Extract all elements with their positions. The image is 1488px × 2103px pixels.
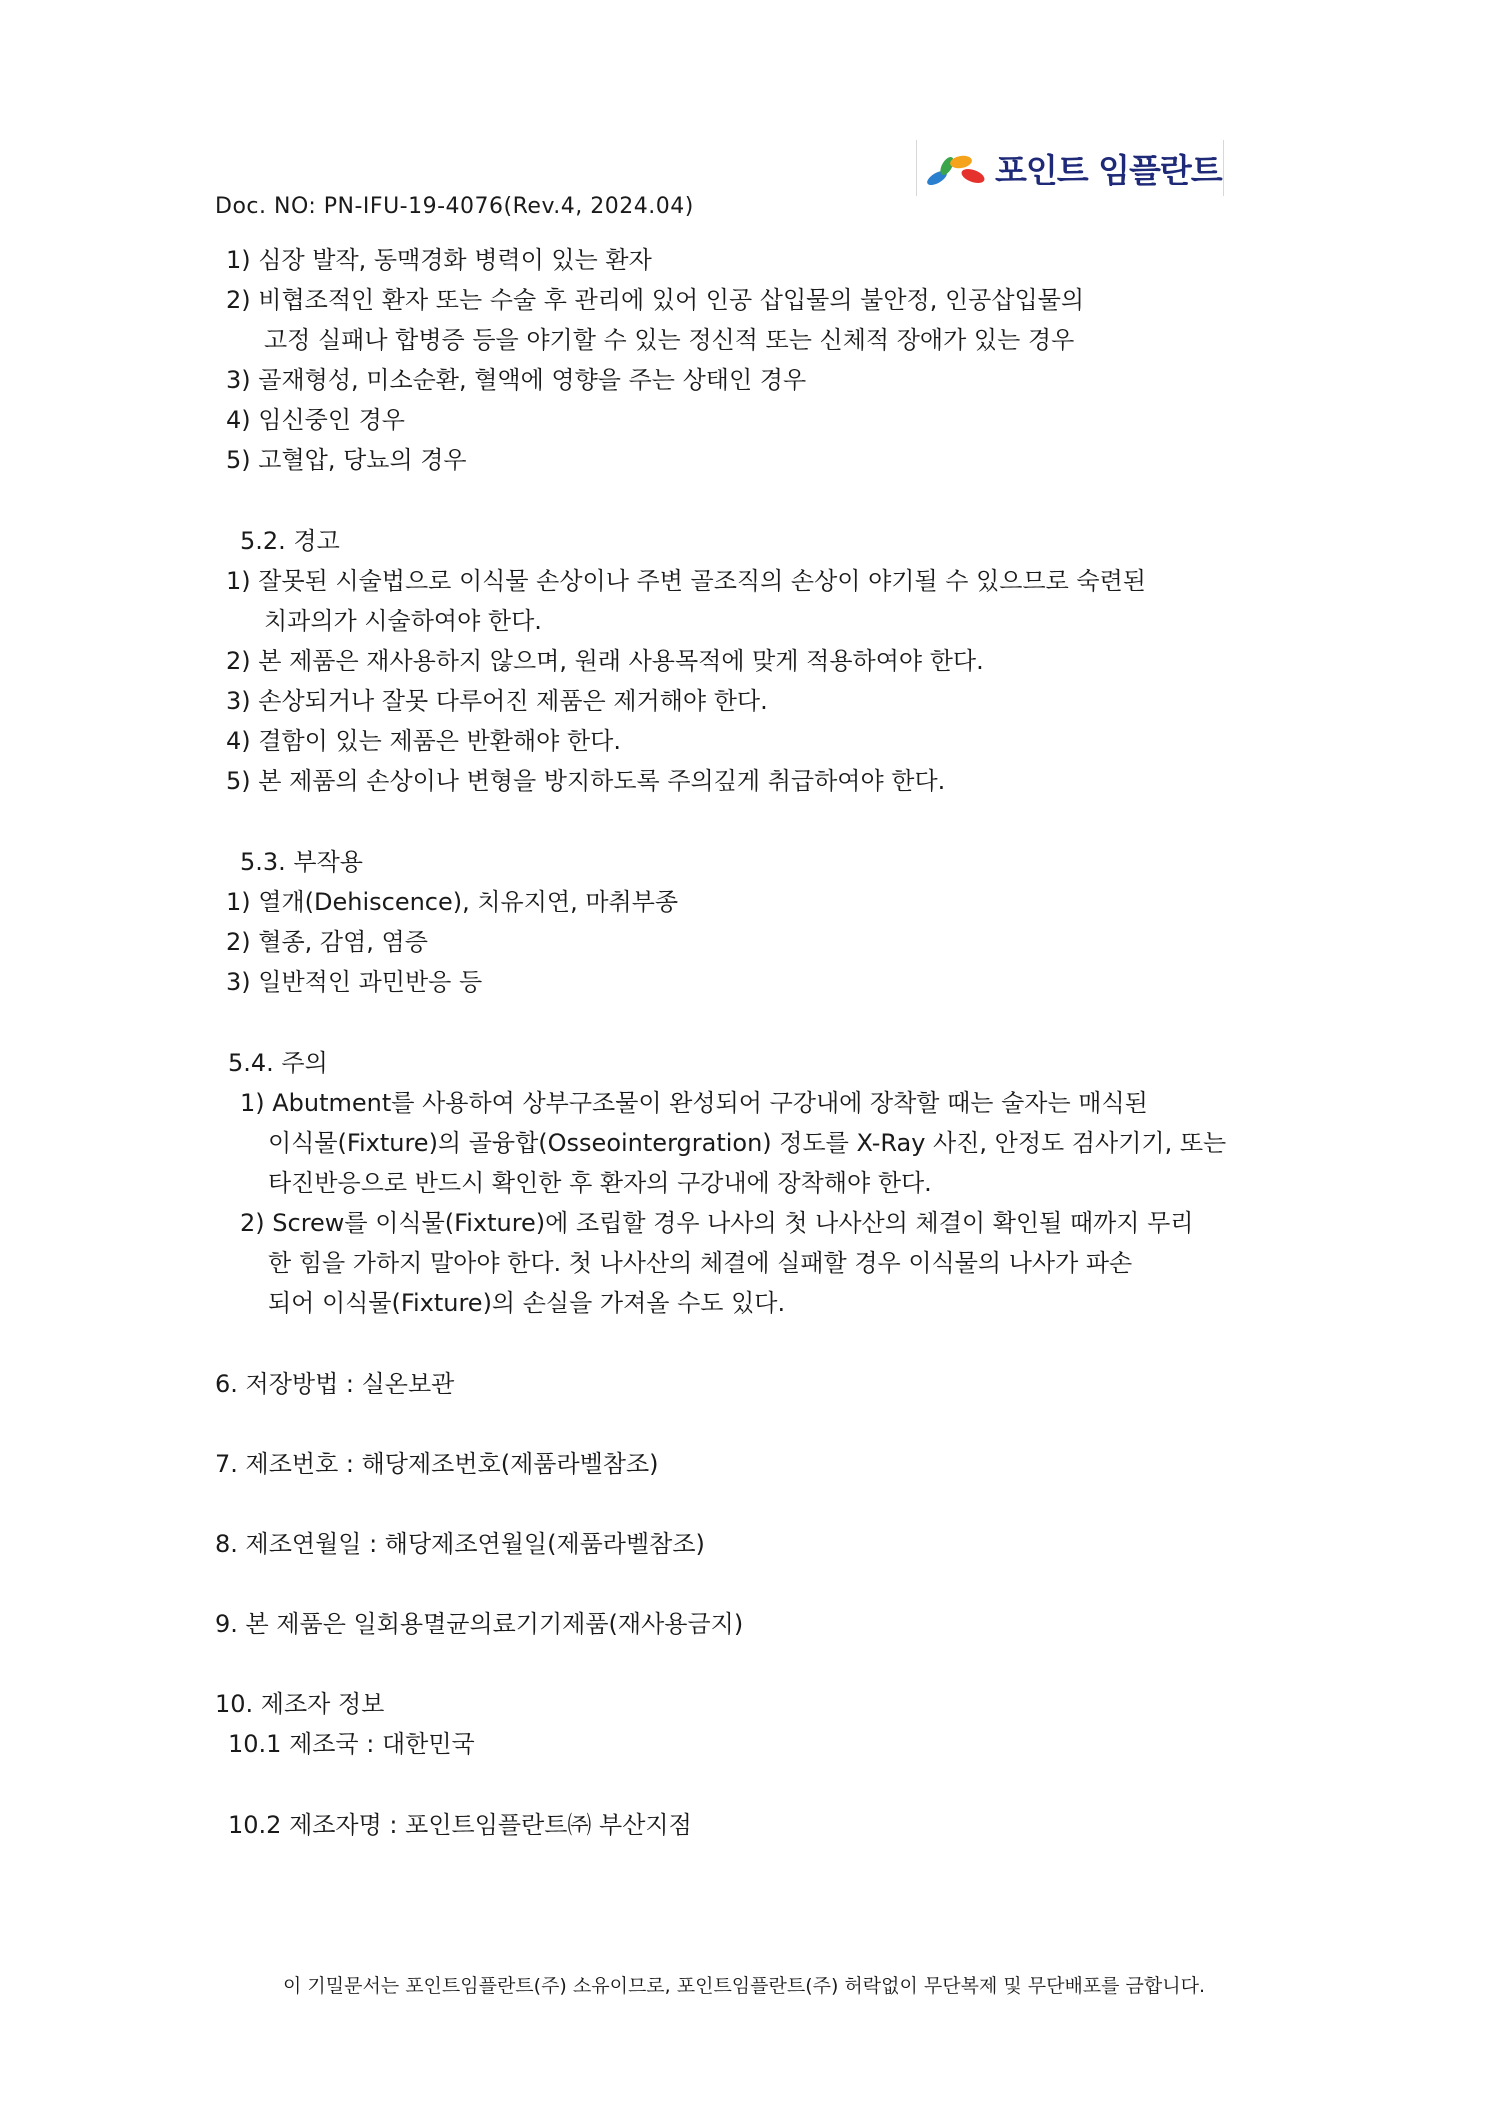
caution-line-1-cont-b: 타진반응으로 반드시 확인한 후 환자의 구강내에 장착해야 한다. [268, 1169, 932, 1197]
warning-line-1: 1) 잘못된 시술법으로 이식물 손상이나 주변 골조직의 손상이 야기될 수 있으므로 숙련된 [226, 567, 1146, 595]
manufacture-date: 8. 제조연월일 : 해당제조연월일(제품라벨참조) [215, 1530, 705, 1558]
logo-text: 포인트 임플란트 [995, 150, 1222, 190]
caution-line-1: 1) Abutment를 사용하여 상부구조물이 완성되어 구강내에 장착할 때는 술자는 매식된 [240, 1089, 1148, 1117]
caution-line-1-cont-a: 이식물(Fixture)의 골융합(Osseointergration) 정도를 X-Ray 사진, 안정도 검사기기, 또는 [268, 1129, 1227, 1157]
warning-line-1-cont: 치과의가 시술하여야 한다. [264, 607, 542, 635]
caution-line-2-cont-a: 한 힘을 가하지 말아야 한다. 첫 나사산의 체결에 실패할 경우 이식물의 나사가 파손 [268, 1249, 1133, 1277]
company-logo [916, 140, 1224, 196]
warning-line-5: 5) 본 제품의 손상이나 변형을 방지하도록 주의깊게 취급하여야 한다. [226, 767, 946, 795]
contraindication-3: 3) 골재형성, 미소순환, 혈액에 영향을 주는 상태인 경우 [226, 366, 807, 394]
warning-line-3: 3) 손상되거나 잘못 다루어진 제품은 제거해야 한다. [226, 687, 768, 715]
serial-number: 7. 제조번호 : 해당제조번호(제품라벨참조) [215, 1450, 659, 1478]
confidentiality-footer: 이 기밀문서는 포인트임플란트(주) 소유이므로, 포인트임플란트(주) 허락없이 무단복제 및 무단배포를 금합니다. [282, 1975, 1206, 1997]
side-effect-3: 3) 일반적인 과민반응 등 [226, 968, 483, 996]
caution-heading: 5.4. 주의 [228, 1049, 328, 1077]
contraindication-1: 1) 심장 발작, 동맥경화 병력이 있는 환자 [226, 246, 652, 274]
contraindication-2: 2) 비협조적인 환자 또는 수술 후 관리에 있어 인공 삽입물의 불안정, 인공삽입물의 [226, 286, 1085, 314]
side-effect-2: 2) 혈종, 감염, 염증 [226, 928, 428, 956]
contraindication-4: 4) 임신중인 경우 [226, 406, 405, 434]
contraindication-5: 5) 고혈압, 당뇨의 경우 [226, 446, 467, 474]
warning-line-2: 2) 본 제품은 재사용하지 않으며, 원래 사용목적에 맞게 적용하여야 한다. [226, 647, 984, 675]
single-use-notice: 9. 본 제품은 일회용멸균의료기기제품(재사용금지) [215, 1610, 744, 1638]
side-effects-heading: 5.3. 부작용 [240, 848, 363, 876]
document-number: Doc. NO: PN-IFU-19-4076(Rev.4, 2024.04) [215, 194, 694, 219]
manufacturer-heading: 10. 제조자 정보 [215, 1690, 385, 1718]
storage-method: 6. 저장방법 : 실온보관 [215, 1370, 455, 1398]
petal-logo-icon [925, 148, 987, 188]
manufacturing-country: 10.1 제조국 : 대한민국 [228, 1730, 475, 1758]
warning-heading: 5.2. 경고 [240, 527, 340, 555]
warning-line-4: 4) 결함이 있는 제품은 반환해야 한다. [226, 727, 621, 755]
manufacturer-name: 10.2 제조자명 : 포인트임플란트㈜ 부산지점 [228, 1811, 692, 1839]
caution-line-2-cont-b: 되어 이식물(Fixture)의 손실을 가져올 수도 있다. [268, 1289, 786, 1317]
caution-line-2: 2) Screw를 이식물(Fixture)에 조립할 경우 나사의 첫 나사산의 체결이 확인될 때까지 무리 [240, 1209, 1194, 1237]
side-effect-1: 1) 열개(Dehiscence), 치유지연, 마취부종 [226, 888, 679, 916]
contraindication-2-cont: 고정 실패나 합병증 등을 야기할 수 있는 정신적 또는 신체적 장애가 있는 경우 [264, 326, 1075, 354]
